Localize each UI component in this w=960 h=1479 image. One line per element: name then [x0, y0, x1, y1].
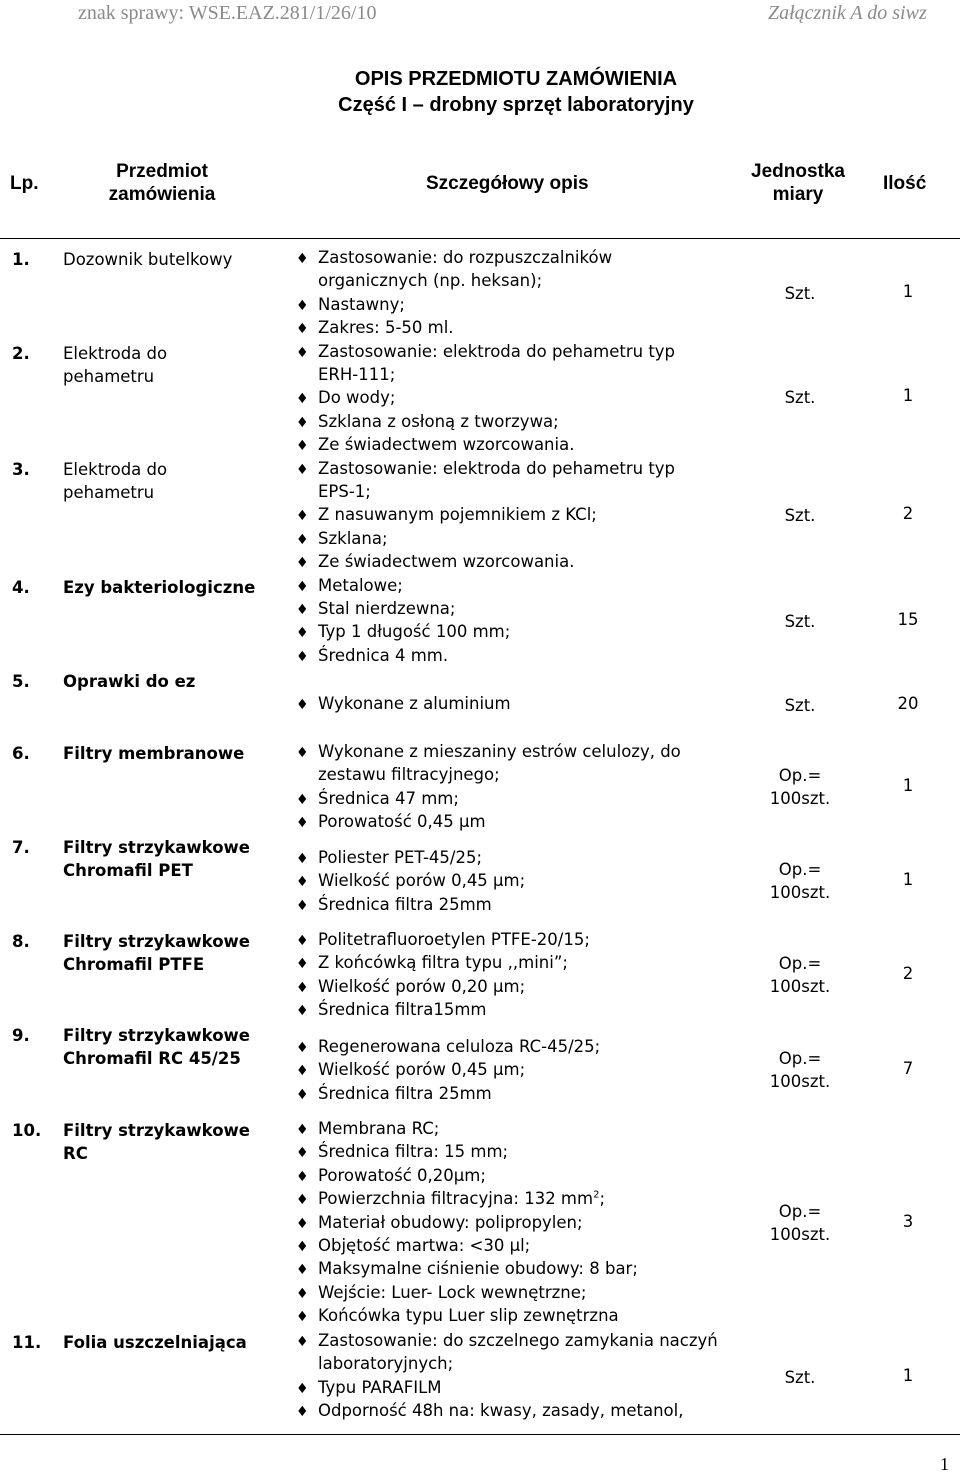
- item-name: Elektroda do: [63, 460, 168, 479]
- description-text: laboratoryjnych;: [318, 1354, 454, 1374]
- unit-of-measure: 100szt.: [769, 789, 831, 809]
- description-text: Średnica filtra: 15 mm;: [318, 1142, 509, 1162]
- description-line: [318, 1378, 442, 1397]
- quantity: 2: [902, 504, 914, 523]
- item-name: pehametru: [63, 483, 155, 503]
- description-text: Typ 1 długość 100 mm;: [318, 622, 511, 642]
- item-number: 5.: [12, 672, 30, 691]
- item-name: Elektroda do: [63, 344, 168, 363]
- description-line: [318, 694, 511, 713]
- item-number: 2.: [12, 344, 30, 363]
- description-text: Nastawny;: [318, 294, 405, 314]
- diamond-bullet-icon: ♦: [296, 602, 309, 618]
- description-line: [318, 435, 574, 454]
- description-text: Stal nierdzewna;: [318, 599, 456, 618]
- document-title: OPIS PRZEDMIOTU ZAMÓWIENIA: [354, 68, 678, 90]
- description-line: [318, 1283, 586, 1302]
- description-text: Ze świadectwem wzorcowania.: [318, 435, 575, 455]
- diamond-bullet-icon: ♦: [296, 851, 309, 867]
- diamond-bullet-icon: ♦: [296, 1309, 309, 1326]
- description-line: [318, 1084, 492, 1103]
- page-number: 1: [940, 1454, 949, 1474]
- unit-of-measure: Op.=: [778, 860, 822, 879]
- diamond-bullet-icon: ♦: [296, 1086, 309, 1103]
- description-line: [318, 1306, 619, 1325]
- unit-of-measure: Szt.: [784, 1368, 816, 1387]
- diamond-bullet-icon: ♦: [296, 297, 309, 314]
- description-line: [318, 930, 590, 949]
- item-name: Chromafil PET: [63, 861, 193, 881]
- quantity: 15: [897, 610, 919, 629]
- description-line: [318, 1354, 453, 1373]
- description-text: Wielkość porów 0,45 µm;: [318, 871, 526, 891]
- footer-rule: [0, 1434, 960, 1435]
- diamond-bullet-icon: ♦: [296, 508, 309, 525]
- description-text: Szklana z osłoną z tworzywa;: [318, 411, 559, 431]
- column-header-qty: Ilość: [883, 173, 927, 194]
- description-line: [318, 1142, 508, 1161]
- item-number: 6.: [12, 744, 30, 763]
- description-text: Zastosowanie: do rozpuszczalników: [318, 248, 613, 267]
- item-number: 10.: [12, 1121, 42, 1140]
- diamond-bullet-icon: ♦: [296, 979, 309, 996]
- description-line: [318, 871, 525, 890]
- description-text: ERH-111;: [318, 365, 396, 384]
- column-header-details: Szczegółowy opis: [426, 173, 589, 194]
- description-line: [318, 1401, 683, 1420]
- unit-of-measure: Szt.: [784, 612, 816, 631]
- diamond-bullet-icon: ♦: [296, 438, 309, 455]
- description-text: Szklana;: [318, 528, 388, 548]
- description-line: [318, 1213, 583, 1232]
- item-name: Filtry strzykawkowe: [63, 932, 250, 951]
- diamond-bullet-icon: ♦: [296, 1262, 309, 1279]
- diamond-bullet-icon: ♦: [296, 461, 309, 478]
- quantity: 1: [902, 1366, 914, 1385]
- unit-of-measure: Op.=: [778, 1202, 822, 1221]
- item-name: Dozownik butelkowy: [63, 250, 233, 269]
- column-header-subject: [92, 160, 232, 206]
- item-name: Folia uszczelniająca: [63, 1333, 247, 1352]
- description-line: [318, 812, 486, 831]
- description-line: [318, 271, 542, 290]
- description-text: Politetrafluoroetylen PTFE-20/15;: [318, 930, 590, 949]
- description-text: Średnica filtra 25mm: [318, 1083, 492, 1103]
- quantity: 20: [897, 694, 919, 713]
- superscript: 2: [593, 1189, 600, 1201]
- column-header-unit-line2: miary: [772, 184, 824, 205]
- description-line: [318, 599, 455, 618]
- description-text: Średnica 47 mm;: [318, 788, 459, 808]
- description-text: Wykonane z aluminium: [318, 694, 511, 713]
- description-line: [318, 365, 395, 384]
- description-line: [318, 1331, 718, 1350]
- item-name: Chromafil RC 45/25: [63, 1049, 241, 1069]
- description-text: Poliester PET-45/25;: [318, 848, 483, 867]
- item-number: 9.: [12, 1026, 30, 1045]
- description-line: [318, 1236, 530, 1255]
- diamond-bullet-icon: ♦: [296, 1040, 309, 1056]
- unit-of-measure: Op.=: [778, 1049, 822, 1068]
- description-text: Porowatość 0,45 µm: [318, 812, 486, 832]
- description-line: [318, 248, 612, 267]
- diamond-bullet-icon: ♦: [296, 1168, 309, 1185]
- item-name: Filtry strzykawkowe: [63, 1121, 250, 1140]
- item-name: RC: [63, 1144, 88, 1164]
- description-line: [318, 482, 371, 501]
- description-text: Regenerowana celuloza RC-45/25;: [318, 1037, 601, 1056]
- description-line: [318, 295, 405, 314]
- diamond-bullet-icon: ♦: [296, 648, 309, 665]
- diamond-bullet-icon: ♦: [296, 1122, 309, 1138]
- diamond-bullet-icon: ♦: [296, 1145, 309, 1162]
- diamond-bullet-icon: ♦: [296, 815, 309, 832]
- description-line: [318, 895, 492, 914]
- diamond-bullet-icon: ♦: [296, 956, 309, 973]
- description-text: Średnica filtra15mm: [318, 1000, 487, 1020]
- description-text: Typu PARAFILM: [318, 1377, 442, 1397]
- description-suffix: ;: [599, 1189, 606, 1209]
- unit-of-measure: Szt.: [784, 284, 816, 303]
- description-line: [318, 977, 525, 996]
- item-name: Filtry membranowe: [63, 744, 245, 763]
- unit-of-measure: Szt.: [784, 388, 816, 407]
- item-name: Chromafil PTFE: [63, 955, 205, 975]
- quantity: 3: [902, 1212, 914, 1231]
- unit-of-measure: 100szt.: [769, 1225, 831, 1245]
- description-text: Zastosowanie: do szczelnego zamykania naczyń: [318, 1331, 718, 1350]
- quantity: 2: [902, 964, 914, 983]
- quantity: 7: [902, 1059, 914, 1078]
- item-name: Filtry strzykawkowe: [63, 1026, 250, 1045]
- annex-label: Załącznik A do siwz: [768, 2, 927, 24]
- description-text: Materiał obudowy: polipropylen;: [318, 1212, 583, 1232]
- column-header-subject-line2: zamówienia: [108, 184, 216, 205]
- document-subtitle: Część I – drobny sprzęt laboratoryjny: [338, 94, 694, 116]
- description-line: [318, 529, 388, 548]
- description-line: [318, 1060, 525, 1079]
- diamond-bullet-icon: ♦: [296, 1334, 309, 1350]
- description-text: Zastosowanie: elektroda do pehametru typ: [318, 458, 676, 478]
- diamond-bullet-icon: ♦: [296, 1285, 309, 1302]
- description-line: [318, 953, 568, 972]
- case-reference: znak sprawy: WSE.EAZ.281/1/26/10: [78, 2, 377, 24]
- description-text: Wejście: Luer- Lock wewnętrzne;: [318, 1282, 587, 1302]
- description-line: [318, 505, 597, 524]
- description-text: Z nasuwanym pojemnikiem z KCl;: [318, 505, 597, 525]
- description-line: [318, 789, 459, 808]
- description-line: [318, 1189, 605, 1208]
- unit-of-measure: Szt.: [784, 696, 816, 715]
- item-number: 3.: [12, 460, 30, 479]
- unit-of-measure: 100szt.: [769, 1072, 831, 1092]
- unit-of-measure: Szt.: [784, 506, 816, 525]
- quantity: 1: [902, 776, 914, 795]
- description-text: Średnica 4 mm.: [318, 645, 449, 665]
- unit-of-measure: 100szt.: [769, 977, 831, 997]
- description-text: Objętość martwa: <30 µl;: [318, 1236, 531, 1255]
- diamond-bullet-icon: ♦: [296, 578, 309, 595]
- description-line: [318, 459, 675, 478]
- description-line: [318, 742, 681, 761]
- description-line: [318, 552, 574, 571]
- description-line: [318, 765, 500, 784]
- diamond-bullet-icon: ♦: [296, 1003, 309, 1020]
- description-text: Zastosowanie: elektroda do pehametru typ: [318, 341, 676, 361]
- diamond-bullet-icon: ♦: [296, 555, 309, 572]
- item-number: 8.: [12, 932, 30, 951]
- diamond-bullet-icon: ♦: [296, 251, 309, 267]
- description-line: [318, 318, 454, 337]
- diamond-bullet-icon: ♦: [296, 321, 309, 338]
- diamond-bullet-icon: ♦: [296, 531, 309, 548]
- item-number: 7.: [12, 838, 30, 857]
- description-text: Do wody;: [318, 388, 396, 408]
- column-header-unit: [738, 160, 858, 206]
- diamond-bullet-icon: ♦: [296, 874, 309, 891]
- quantity: 1: [902, 386, 914, 405]
- description-text: Porowatość 0,20µm;: [318, 1165, 486, 1185]
- column-header-unit-line1: Jednostka: [751, 161, 845, 182]
- unit-of-measure: Op.=: [778, 954, 822, 973]
- quantity: 1: [902, 282, 914, 301]
- item-name: pehametru: [63, 367, 155, 387]
- description-text: Wykonane z mieszaniny estrów celulozy, do: [318, 742, 681, 761]
- item-number: 4.: [12, 578, 30, 597]
- diamond-bullet-icon: ♦: [296, 1215, 309, 1232]
- unit-of-measure: 100szt.: [769, 883, 831, 903]
- description-line: [318, 1000, 486, 1019]
- description-text: Wielkość porów 0,45 µm;: [318, 1060, 526, 1080]
- description-text: Ze świadectwem wzorcowania.: [318, 552, 575, 572]
- description-text: Powierzchnia filtracyjna: 132 mm: [318, 1189, 594, 1209]
- description-text: zestawu filtracyjnego;: [318, 765, 500, 785]
- description-line: [318, 1259, 638, 1278]
- description-line: [318, 1119, 439, 1138]
- description-text: Wielkość porów 0,20 µm;: [318, 976, 526, 996]
- description-line: [318, 848, 482, 867]
- diamond-bullet-icon: ♦: [296, 697, 309, 713]
- description-line: [318, 388, 395, 407]
- diamond-bullet-icon: ♦: [296, 745, 309, 761]
- diamond-bullet-icon: ♦: [296, 1380, 309, 1397]
- description-line: [318, 342, 675, 361]
- description-line: [318, 622, 510, 641]
- description-line: [318, 1037, 600, 1056]
- description-text: Średnica filtra 25mm: [318, 894, 492, 914]
- diamond-bullet-icon: ♦: [296, 933, 309, 949]
- description-line: [318, 576, 403, 595]
- diamond-bullet-icon: ♦: [296, 897, 309, 914]
- diamond-bullet-icon: ♦: [296, 625, 309, 642]
- description-text: Zakres: 5-50 ml.: [318, 318, 454, 338]
- item-name: Ezy bakteriologiczne: [63, 578, 256, 597]
- diamond-bullet-icon: ♦: [296, 344, 309, 361]
- diamond-bullet-icon: ♦: [296, 1239, 309, 1255]
- description-text: EPS-1;: [318, 482, 371, 501]
- diamond-bullet-icon: ♦: [296, 1063, 309, 1080]
- diamond-bullet-icon: ♦: [296, 1404, 309, 1421]
- item-name: Filtry strzykawkowe: [63, 838, 250, 857]
- description-text: Odporność 48h na: kwasy, zasady, metanol,: [318, 1401, 684, 1421]
- description-line: [318, 646, 448, 665]
- header-rule: [0, 238, 960, 239]
- column-header-subject-line1: Przedmiot: [116, 161, 208, 182]
- item-name: Oprawki do ez: [63, 672, 196, 691]
- description-text: Maksymalne ciśnienie obudowy: 8 bar;: [318, 1259, 638, 1279]
- description-text: organicznych (np. heksan);: [318, 271, 543, 291]
- description-line: [318, 1166, 486, 1185]
- diamond-bullet-icon: ♦: [296, 414, 309, 431]
- unit-of-measure: Op.=: [778, 766, 822, 785]
- description-text: Końcówka typu Luer slip zewnętrzna: [318, 1306, 619, 1326]
- description-text: Z końcówką filtra typu ,,mini”;: [318, 953, 568, 973]
- description-text: Membrana RC;: [318, 1119, 440, 1138]
- diamond-bullet-icon: ♦: [296, 791, 309, 808]
- diamond-bullet-icon: ♦: [296, 1192, 309, 1209]
- description-text: Metalowe;: [318, 575, 403, 595]
- quantity: 1: [902, 870, 914, 889]
- diamond-bullet-icon: ♦: [296, 391, 309, 408]
- description-line: [318, 412, 559, 431]
- item-number: 1.: [12, 250, 30, 269]
- item-number: 11.: [12, 1333, 42, 1352]
- column-header-lp: Lp.: [10, 173, 39, 194]
